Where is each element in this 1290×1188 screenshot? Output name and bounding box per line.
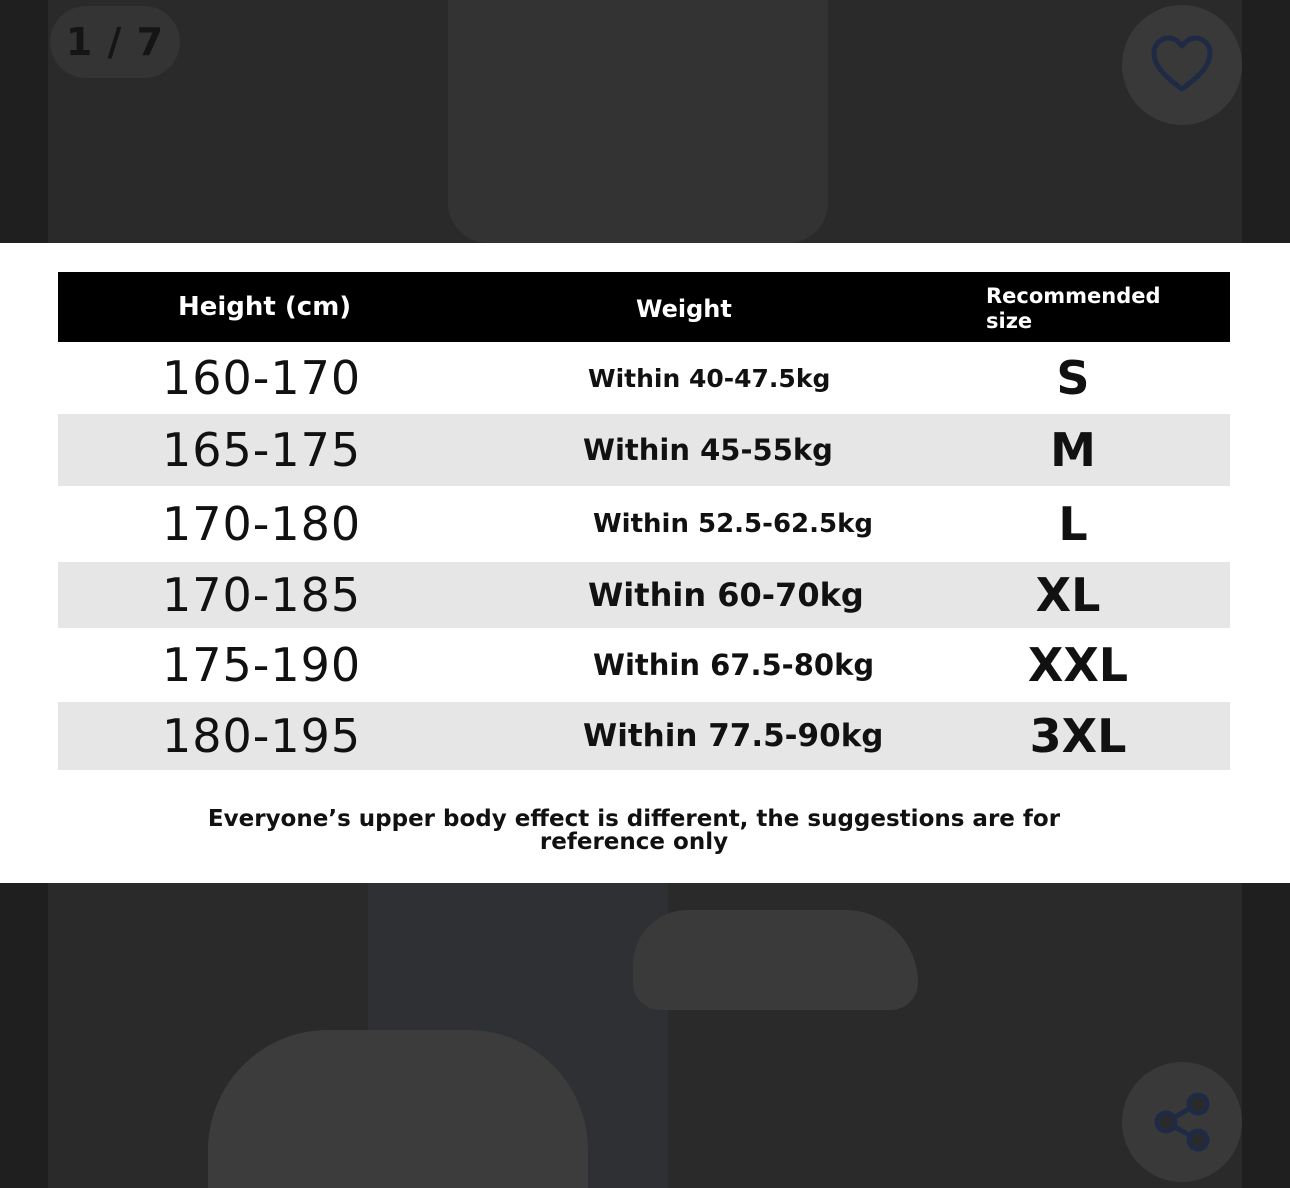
- table-row: [58, 486, 1230, 562]
- table-row: [58, 628, 1230, 702]
- cell-height: 175-190: [162, 638, 362, 692]
- share-button[interactable]: [1122, 1062, 1242, 1182]
- photo-shoe-right: [633, 910, 918, 1010]
- cell-size: M: [1050, 423, 1096, 477]
- heart-icon: [1150, 35, 1214, 95]
- header-height: Height (cm): [178, 292, 352, 322]
- image-counter: 1 / 7: [50, 6, 180, 78]
- cell-height: 170-185: [162, 568, 362, 622]
- size-table-header: [58, 272, 1230, 342]
- cell-weight: Within 45-55kg: [583, 433, 833, 467]
- share-icon: [1150, 1090, 1214, 1154]
- cell-height: 170-180: [162, 497, 362, 551]
- header-recommended-size: [986, 284, 1176, 334]
- cell-weight: Within 52.5-62.5kg: [593, 509, 873, 539]
- cell-size: XXL: [1027, 638, 1129, 692]
- table-row: [58, 702, 1230, 770]
- size-chart-card: [0, 243, 1290, 883]
- table-row: [58, 562, 1230, 628]
- cell-size: 3XL: [1029, 709, 1127, 763]
- size-table: [58, 272, 1230, 770]
- photo-sleeve: [448, 0, 828, 243]
- cell-size: XL: [1035, 568, 1101, 622]
- cell-weight: Within 60-70kg: [588, 576, 864, 614]
- header-size-line2: size: [986, 309, 1033, 333]
- cell-size: S: [1056, 351, 1090, 405]
- size-note-line1: Everyone’s upper body effect is different, the suggestions are for: [207, 806, 1061, 832]
- header-size-line1: Recommended: [986, 284, 1161, 308]
- table-row: [58, 414, 1230, 486]
- cell-weight: Within 67.5-80kg: [593, 648, 875, 682]
- size-note: [0, 808, 1268, 854]
- size-note-line2: reference only: [539, 829, 729, 855]
- cell-height: 165-175: [162, 423, 362, 477]
- photo-shoe-left: [208, 1030, 588, 1188]
- table-row: [58, 342, 1230, 414]
- cell-weight: Within 40-47.5kg: [588, 363, 831, 393]
- cell-size: L: [1058, 497, 1088, 551]
- favorite-button[interactable]: [1122, 5, 1242, 125]
- cell-height: 180-195: [162, 709, 362, 763]
- cell-height: 160-170: [162, 351, 362, 405]
- header-weight: Weight: [636, 295, 732, 323]
- cell-weight: Within 77.5-90kg: [583, 718, 884, 754]
